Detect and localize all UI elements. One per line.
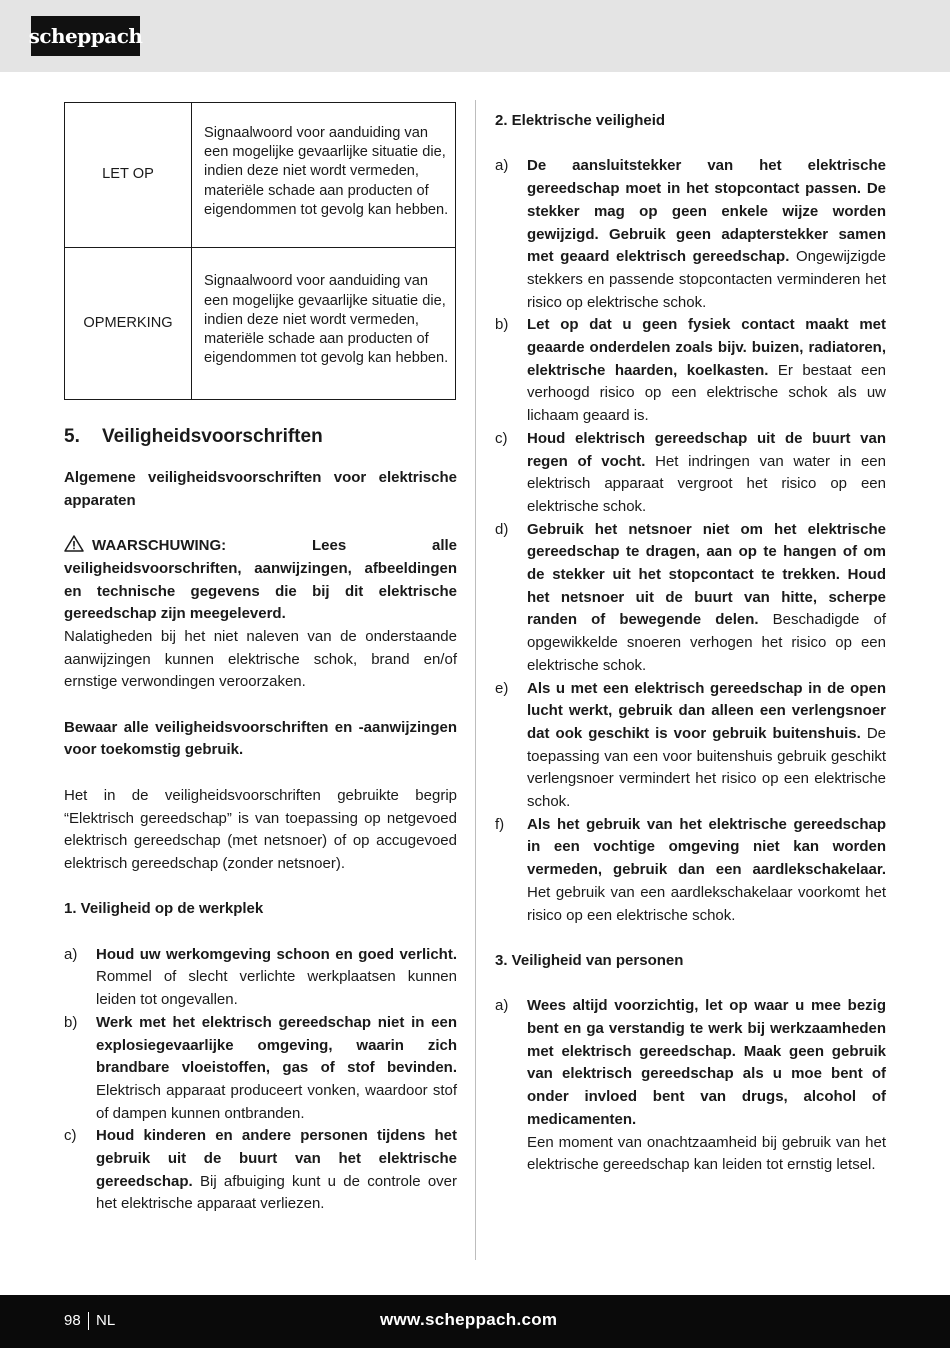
page-number: 98 xyxy=(64,1312,81,1329)
list-item xyxy=(64,1012,457,1126)
list-item xyxy=(495,814,886,928)
item-text xyxy=(96,944,457,1012)
electrical-list xyxy=(495,155,886,927)
subsection-title-workplace: 1. Veiligheid op de werkplek xyxy=(64,900,264,918)
list-item xyxy=(495,678,886,814)
item-bold: Wees altijd voorzichtig, let op waar u mee bezig bent en ga verstandig te werk bij werkzaamheden met elektrisch gereedschap. Maak geen gebruik van elektrisch gereedschap als u moe bent of onder invloed bent van drugs, alcohol of medicamenten. xyxy=(527,997,886,1128)
section-title xyxy=(64,424,457,450)
item-label: b) xyxy=(495,316,509,334)
item-bold: Houd kinderen en andere personen tijdens het gebruik uit de buurt van het elektrische gereedschap. xyxy=(96,1127,457,1190)
brand-logo-text: scheppach xyxy=(28,24,143,48)
item-label: a) xyxy=(64,945,78,963)
list-item xyxy=(64,1125,457,1216)
item-label: f) xyxy=(495,815,505,833)
item-label: a) xyxy=(495,997,509,1015)
signal-words-table xyxy=(64,102,456,400)
keep-instructions: Bewaar alle veiligheidsvoorschriften en -aanwijzingen voor toekomstig gebruik. xyxy=(64,718,457,759)
subsection-title-electrical: 2. Elektrische veiligheid xyxy=(495,112,666,129)
item-bold: De aansluitstekker van het elektrische gereedschap moet in het stopcontact passen. De stekker mag op geen enkele wijze worden gewijzigd. Gebruik geen adapterstekker samen met geaard elektrisch gereedschap. xyxy=(527,157,886,266)
signal-label: OPMERKING xyxy=(65,248,192,400)
item-text xyxy=(527,428,886,519)
item-normal: Er bestaat een verhoogd risico op een elektrische schok als uw lichaam geaard is. xyxy=(527,361,887,425)
item-normal: Het gebruik van een aardlekschakelaar voorkomt het risico op een elektrische schok. xyxy=(527,883,886,924)
item-label: d) xyxy=(495,520,509,538)
item-label: e) xyxy=(495,679,509,697)
warning-bold-text: WAARSCHUWING: Lees alle veiligheidsvoorschriften, aanwijzingen, afbeeldingen en technische gegevens die bij dit elektrische gereedschap zijn meegeleverd. xyxy=(64,537,457,623)
item-text xyxy=(96,1012,457,1126)
section-title-text: Veiligheidsvoorschriften xyxy=(102,426,323,447)
list-item xyxy=(495,155,886,314)
item-text xyxy=(96,1125,457,1216)
signal-description: Signaalwoord voor aanduiding van een mogelijke gevaarlijke situatie die, indien deze niet wordt vermeden, materiële schade aan producten of eigendommen tot gevolg kan hebben. xyxy=(192,103,456,248)
item-text xyxy=(527,814,886,928)
item-label: a) xyxy=(495,157,509,175)
page-language: NL xyxy=(96,1312,116,1329)
footer-separator xyxy=(88,1312,89,1330)
item-normal: Ongewijzigde stekkers en passende stopcontacten verminderen het risico op elektrische schok. xyxy=(527,248,886,311)
persons-list xyxy=(495,995,886,1177)
right-column xyxy=(495,110,886,1177)
list-item xyxy=(495,314,886,428)
table-row xyxy=(65,248,456,400)
item-normal: Rommel of slecht verlichte werkplaatsen kunnen leiden tot ongevallen. xyxy=(96,968,457,1009)
item-text xyxy=(527,155,886,314)
item-text xyxy=(527,314,886,428)
item-normal: Het indringen van water in een elektrisch apparaat vergroot het risico op een elektrische schok. xyxy=(527,452,886,515)
signal-label: LET OP xyxy=(65,103,192,248)
item-label: c) xyxy=(64,1127,77,1145)
list-item xyxy=(495,995,886,1177)
item-label: b) xyxy=(64,1013,78,1031)
list-item xyxy=(495,519,886,678)
item-bold: Houd uw werkomgeving schoon en goed verlicht. xyxy=(96,945,457,963)
subsection-title-persons: 3. Veiligheid van personen xyxy=(495,951,684,969)
item-text xyxy=(527,995,886,1177)
general-heading: Algemene veiligheidsvoorschriften voor elektrische apparaten xyxy=(64,469,457,509)
definition-paragraph: Het in de veiligheidsvoorschriften gebruikte begrip “Elektrisch gereedschap” is van toepassing op netgevoed elektrisch gereedschap (met netsnoer) of op accugevoed elektrisch gereedschap (zonder netsnoer). xyxy=(64,786,457,872)
brand-logo xyxy=(28,16,143,56)
signal-description: Signaalwoord voor aanduiding van een mogelijke gevaarlijke situatie die, indien deze niet wordt vermeden, materiële schade aan producten of eigendommen tot gevolg kan hebben. xyxy=(192,248,456,400)
footer-band xyxy=(0,1295,950,1348)
item-normal: Een moment van onachtzaamheid bij gebruik van het elektrische gereedschap kan leiden tot ernstig letsel. xyxy=(527,1133,886,1174)
table-row xyxy=(65,103,456,248)
warning-text: Nalatigheden bij het niet naleven van de onderstaande aanwijzingen kunnen elektrische schok, brand en/of ernstige verwondingen veroorzaken. xyxy=(64,627,457,691)
item-bold: Let op dat u geen fysiek contact maakt met geaarde onderdelen zoals bijv. buizen, radiatoren, elektrische haarden, koelkasten. xyxy=(527,316,886,379)
item-normal: Elektrisch apparaat produceert vonken, waardoor stof of dampen kunnen ontbranden. xyxy=(96,1081,457,1122)
warning-triangle-icon xyxy=(64,535,84,552)
list-item xyxy=(64,944,457,1012)
website-link[interactable]: www.scheppach.com xyxy=(380,1310,558,1329)
item-text xyxy=(527,519,886,678)
column-divider xyxy=(475,100,476,1260)
item-label: c) xyxy=(495,429,508,447)
item-bold: Werk met het elektrisch gereedschap niet in een explosiegevaarlijke omgeving, waarin zich brandbare vloeistoffen, gas of stof bevinden. xyxy=(96,1013,457,1077)
item-bold: Gebruik het netsnoer niet om het elektrische gereedschap te dragen, aan op te hangen of om de stekker uit het stopcontact te trekken. Houd het netsnoer uit de buurt van hitte, scherpe randen of bewegende delen. xyxy=(527,520,886,629)
left-column xyxy=(64,100,457,1216)
item-normal: Bij afbuiging kunt u de controle over het elektrische apparaat verliezen. xyxy=(96,1172,457,1213)
workplace-list xyxy=(64,944,457,1216)
item-normal: De toepassing van een voor buitenshuis gebruik geschikt verlengsnoer vermindert het risico op een elektrische schok. xyxy=(527,724,887,811)
item-text xyxy=(527,678,886,814)
list-item xyxy=(495,428,886,519)
item-bold: Als het gebruik van het elektrische gereedschap in een vochtige omgeving niet kan worden vermeden, gebruik dan een aardlekschakelaar. xyxy=(527,815,886,879)
section-number: 5. xyxy=(64,426,80,447)
header-band xyxy=(0,0,950,72)
item-bold: Houd elektrisch gereedschap uit de buurt van regen of vocht. xyxy=(527,429,886,470)
item-bold: Als u met een elektrisch gereedschap in de open lucht werkt, gebruik dan alleen een verlengsnoer dat ook geschikt is voor gebruik buitenshuis. xyxy=(527,679,886,742)
warning-block xyxy=(64,535,457,626)
item-normal: Beschadigde of opgewikkelde snoeren verhogen het risico op een elektrische schok. xyxy=(527,611,887,674)
